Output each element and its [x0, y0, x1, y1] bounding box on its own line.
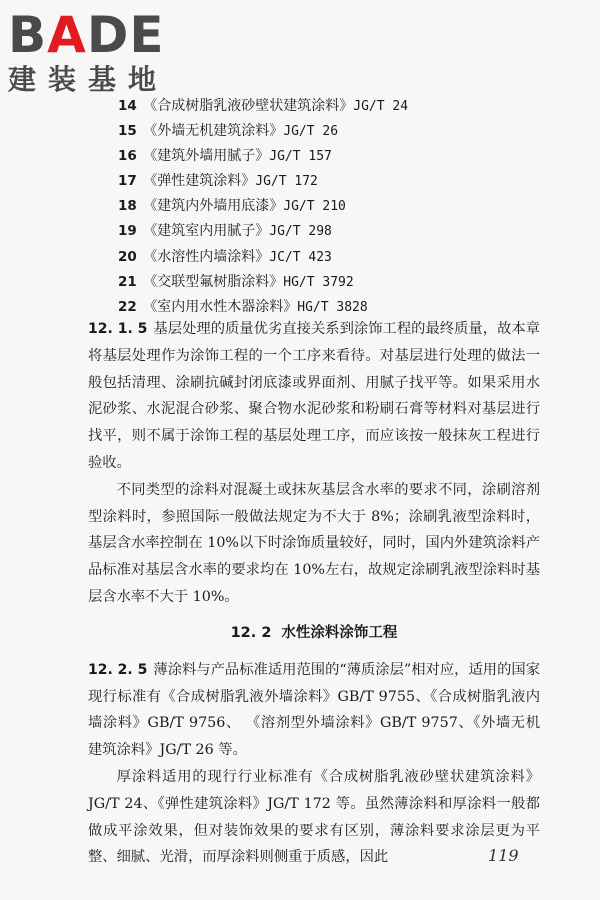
reference-number: 22 [118, 298, 137, 315]
page-number: 119 [488, 846, 519, 865]
reference-number: 17 [118, 173, 137, 190]
reference-code: JG/T 26 [283, 124, 339, 140]
reference-item [118, 119, 578, 144]
reference-number: 16 [118, 148, 137, 165]
reference-code: JG/T 210 [283, 199, 346, 215]
reference-title: 《室内用水性木器涂料》 [143, 298, 298, 315]
reference-item [118, 94, 578, 119]
reference-number: 18 [118, 198, 137, 215]
reference-number: 14 [118, 98, 137, 114]
reference-title: 《建筑室内用腻子》 [143, 223, 270, 240]
reference-code: JG/T 24 [353, 99, 409, 114]
section-12-1-5-para-1: 12. 1. 5 基层处理的质量优劣直接关系到涂饰工程的最终质量，故本章将基层处理作为涂饰工程的一个工序来看待。对基层进行处理的做法一般包括清理、涂刷抗碱封闭底漆或界面剂、用腻子找平等。如果采用水泥砂浆、水泥混合砂浆、聚合物水泥砂浆和粉刷石膏等材料对基层进行找平，则不属于涂饰工程的基层处理工序，而应该按一般抹灰工程进行验收。 [88, 321, 541, 471]
reference-item [118, 219, 578, 244]
reference-item [118, 194, 578, 219]
section-heading-12-2: 12. 2 水性涂料涂饰工程 [230, 624, 398, 641]
reference-title: 《弹性建筑涂料》 [143, 173, 256, 190]
reference-item [118, 245, 578, 270]
reference-title: 《建筑内外墙用底漆》 [143, 198, 284, 215]
section-number: 12. 2. 5 [88, 661, 148, 678]
reference-number: 15 [118, 123, 137, 140]
logo-tagline: 建装基地 [8, 63, 169, 96]
logo-accent-letter: A [47, 6, 87, 64]
reference-code: HG/T 3792 [283, 274, 354, 290]
reference-item [118, 270, 578, 295]
reference-title: 《交联型氟树脂涂料》 [143, 273, 284, 290]
reference-item [118, 169, 578, 194]
reference-number: 21 [118, 273, 137, 290]
section-12-1-5-para-2: 不同类型的涂料对混凝土或抹灰基层含水率的要求不同，涂刷溶剂型涂料时，参照国际一般做法规定为不大于 8%；涂刷乳液型涂料时，基层含水率控制在 10%以下时涂饰质量较好，同时，国内外建筑涂料产品标准对基层含水率的要求均在 10%左右，故规定涂刷乳液型涂料时基层含水率不大于 10%。 [88, 481, 540, 605]
reference-code: JG/T 172 [255, 174, 318, 190]
reference-title: 《外墙无机建筑涂料》 [143, 123, 284, 140]
section-12-2-5-para-2: 厚涂料适用的现行行业标准有《合成树脂乳液砂壁状建筑涂料》JG/T 24、《弹性建筑涂料》JG/T 172 等。虽然薄涂料和厚涂料一般都做成平涂效果，但对装饰效果的要求有区别，薄涂料要求涂层更为平整、细腻、光滑，而厚涂料则侧重于质感，因此 [88, 768, 540, 866]
reference-item [118, 144, 578, 169]
reference-number: 19 [118, 223, 137, 240]
logo-brand: BADE [8, 6, 165, 64]
reference-number: 20 [118, 248, 137, 265]
reference-title: 《合成树脂乳液砂壁状建筑涂料》 [143, 98, 354, 114]
bade-logo [8, 6, 178, 96]
document-body [88, 316, 540, 871]
reference-code: HG/T 3828 [297, 299, 368, 315]
reference-code: JG/T 157 [269, 149, 332, 165]
reference-code: JG/T 298 [269, 224, 332, 240]
reference-title: 《建筑外墙用腻子》 [143, 148, 270, 165]
reference-code: JC/T 423 [269, 249, 332, 265]
section-12-2-5-para-1: 12. 2. 5 薄涂料与产品标准适用范围的“薄质涂层”相对应，适用的国家现行标准有《合成树脂乳液外墙涂料》GB/T 9755、《合成树脂乳液内墙涂料》GB/T 9756、 《溶剂型外墙涂料》GB/T 9757、《外墙无机建筑涂料》JG/T 26 等。 [88, 661, 540, 759]
section-number: 12. 1. 5 [88, 321, 148, 337]
reference-title: 《水溶性内墙涂料》 [143, 248, 270, 265]
reference-list [118, 94, 578, 320]
